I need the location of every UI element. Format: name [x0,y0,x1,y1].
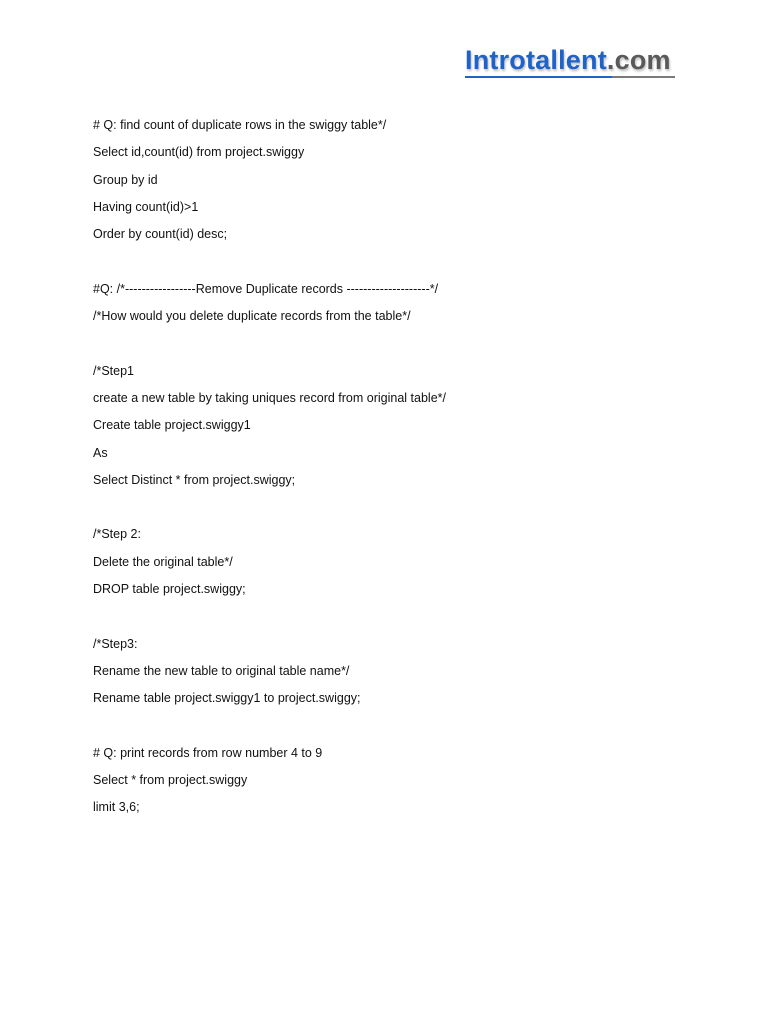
text-line: Create table project.swiggy1 [93,418,251,433]
blank-line [93,713,713,740]
blank-line [93,248,713,275]
text-line: Select Distinct * from project.swiggy; [93,472,296,487]
text-line: DROP table project.swiggy; [93,582,246,597]
document-body [93,112,713,822]
text-line: Rename the new table to original table name*/ [93,663,350,678]
text-line: Select id,count(id) from project.swiggy [93,145,305,160]
introtallent-logo [465,43,671,77]
logo-tld: .com [606,45,671,75]
text-line: # Q: find count of duplicate rows in the swiggy table*/ [93,118,387,132]
logo-brand: Introtallent [465,45,607,75]
text-line: /*Step 2: [93,527,141,542]
text-line: /*Step1 [93,363,135,378]
text-line: /*Step3: [93,636,138,651]
blank-line [93,603,713,630]
text-line: Select * from project.swiggy [93,773,248,788]
text-line: Having count(id)>1 [93,199,199,214]
text-line: As [93,445,108,460]
text-line: # Q: print records from row number 4 to 9 [93,745,323,760]
blank-line [93,330,713,357]
text-line: Group by id [93,172,158,187]
logo-underline [465,76,675,78]
text-line: Delete the original table*/ [93,554,233,569]
text-line: limit 3,6; [93,800,140,815]
text-line: /*How would you delete duplicate records from the table*/ [93,309,411,324]
text-line: Order by count(id) desc; [93,227,228,242]
text-line: Rename table project.swiggy1 to project.swiggy; [93,691,361,706]
text-line: create a new table by taking uniques record from original table*/ [93,390,446,405]
blank-line [93,494,713,521]
text-line: #Q: /*-----------------Remove Duplicate records --------------------*/ [93,281,439,296]
